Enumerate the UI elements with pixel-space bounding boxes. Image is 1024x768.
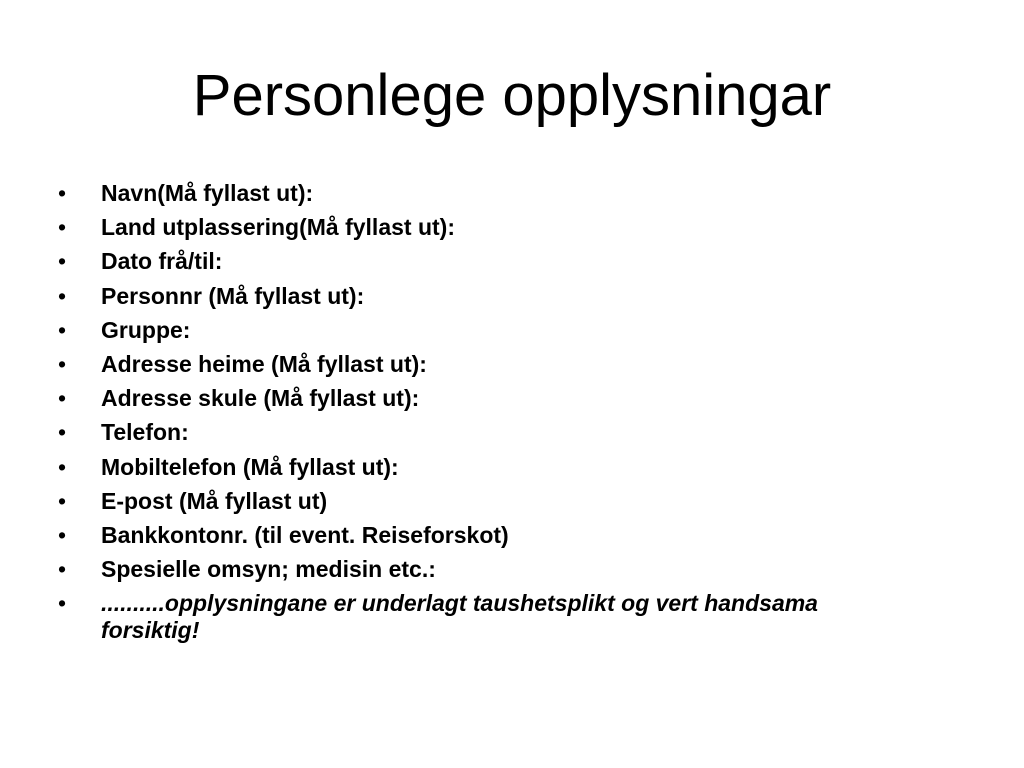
slide-title: Personlege opplysningar — [192, 63, 832, 128]
bullet-text: Spesielle omsyn; medisin etc.: — [101, 556, 436, 583]
bullet-item-personnr — [58, 279, 958, 313]
bullet-item-mobiltelefon — [58, 450, 958, 484]
bullet-text: Navn(Må fyllast ut): — [101, 180, 314, 206]
bullet-text: Adresse skule (Må fyllast ut): — [101, 385, 420, 412]
bullet-item-gruppe — [58, 313, 958, 347]
bullet-icon: • — [58, 316, 67, 343]
bullet-text: Land utplassering(Må fyllast ut): — [101, 214, 455, 241]
confidentiality-note-text: ..........opplysningane er underlagt taushetsplikt og vert handsama forsiktig! — [101, 590, 818, 644]
bullet-item-adresse-skule — [58, 381, 958, 415]
bullet-item-telefon — [58, 415, 958, 449]
bullet-text: Bankkontonr. (til event. Reiseforskot) — [101, 522, 509, 549]
bullet-item-spesielle-omsyn — [58, 552, 958, 586]
bullet-item-epost — [58, 484, 958, 518]
bullet-icon: • — [58, 214, 67, 241]
bullet-item-adresse-heime — [58, 347, 958, 381]
bullet-list — [58, 176, 958, 644]
bullet-item-confidentiality-note — [58, 586, 861, 644]
bullet-icon: • — [58, 556, 67, 583]
bullet-icon: • — [58, 419, 67, 446]
bullet-icon: • — [58, 590, 67, 617]
bullet-text: Mobiltelefon (Må fyllast ut): — [101, 453, 399, 480]
bullet-text: E-post (Må fyllast ut) — [101, 487, 328, 514]
bullet-text: Dato frå/til: — [101, 248, 223, 275]
bullet-item-bankkontonr — [58, 518, 958, 552]
bullet-icon: • — [58, 248, 67, 275]
bullet-text: Personnr (Må fyllast ut): — [101, 282, 365, 309]
bullet-text: Adresse heime (Må fyllast ut): — [101, 351, 427, 378]
bullet-icon: • — [58, 487, 67, 514]
bullet-icon: • — [58, 453, 67, 480]
bullet-icon: • — [58, 180, 67, 206]
bullet-item-land — [58, 210, 958, 244]
bullet-icon: • — [58, 385, 67, 412]
bullet-icon: • — [58, 282, 67, 309]
bullet-icon: • — [58, 522, 67, 549]
bullet-item-dato — [58, 244, 958, 278]
bullet-icon: • — [58, 351, 67, 378]
bullet-item-navn — [58, 176, 958, 210]
bullet-text: Telefon: — [101, 419, 189, 446]
bullet-text: Gruppe: — [101, 316, 191, 343]
